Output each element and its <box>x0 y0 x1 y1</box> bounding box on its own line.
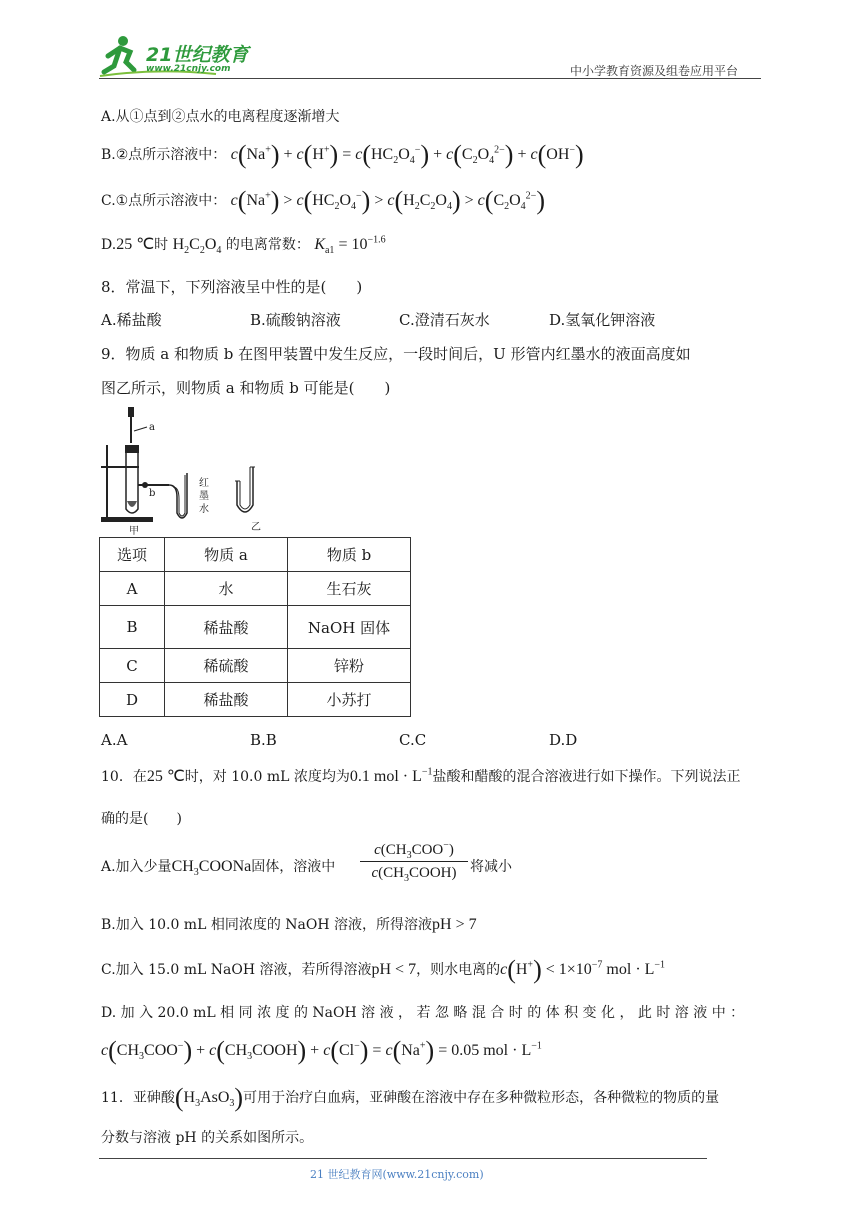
apparatus-diagram <box>99 405 279 533</box>
table-cell: 生石灰 <box>288 572 411 606</box>
table-cell: C <box>100 649 165 683</box>
q7-option-d: D.25 ℃时 $H_2C_2O_4$ 的电离常数： $K_{a1} = 10^{-1.6}$ <box>101 234 386 257</box>
q10-option-a: A.加入少量$CH_3COONa$固体，溶液中 <box>101 858 336 879</box>
fig-label-a: a <box>149 422 155 433</box>
fig-label-ink2: 墨 <box>199 491 209 502</box>
fig-label-jia: 甲 <box>129 526 139 537</box>
q8-option-a: A.稀盐酸 <box>101 311 162 329</box>
q9-option-b: B.B <box>250 731 277 749</box>
q10-option-a-fraction: $c(CH_3COO^-)$ $c(CH_3COOH)$ <box>360 842 468 882</box>
table-row <box>100 683 411 717</box>
table-cell: 锌粉 <box>288 649 411 683</box>
logo-title: 21世纪教育 <box>146 44 249 66</box>
table-cell: NaOH 固体 <box>288 606 411 649</box>
q11-stem-line1: 11．亚砷酸$(H_3AsO_3)$可用于治疗白血病，亚砷酸在溶液中存在多种微粒形态，各种微粒的物质的量 <box>101 1083 720 1112</box>
q7-option-b-equation: $c(Na^+) + c(H^+) = c(HC_2O_4^-) + c(C_2O_4^{2-}) + c(OH^-)$ <box>230 140 584 169</box>
q10-option-a-end: 将减小 <box>470 859 512 875</box>
q8-option-b: B.硫酸钠溶液 <box>250 311 341 329</box>
table-cell: B <box>100 606 165 649</box>
q10-option-d-line1: D. 加 入 20.0 mL 相 同 浓 度 的 NaOH 溶 液 ， 若 忽 略 混 合 时 的 体 积 变 化 ， 此 时 溶 液 中 ： <box>101 1005 745 1021</box>
q8-option-c: C.澄清石灰水 <box>399 311 490 329</box>
q10-stem-line1: 10．在25 ℃时，对 10.0 mL 浓度均为0.1 mol · $L^{-1}$盐酸和醋酸的混合溶液进行如下操作。下列说法正 <box>101 766 741 785</box>
table-cell: 稀盐酸 <box>165 606 288 649</box>
q7-option-b: B.②点所示溶液中： $c(Na^+) + c(H^+) = c(HC_2O_4^-) + c(C_2O_4^{2-}) + c(OH^-)$ <box>101 140 584 169</box>
q9-apparatus-figure <box>99 405 279 533</box>
q10-option-c: C.加入 15.0 mL NaOH 溶液，若所得溶液pH < 7，则水电离的$c(H^+) < 1\times 10^{-7}$ mol · $L^{-1}$ <box>101 955 666 984</box>
table-row <box>100 572 411 606</box>
q9-option-c: C.C <box>399 731 427 749</box>
table-cell: 小苏打 <box>288 683 411 717</box>
table-row <box>100 606 411 649</box>
q10-option-b: B.加入 10.0 mL 相同浓度的 NaOH 溶液，所得溶液pH > 7 <box>101 916 477 933</box>
table-cell: D <box>100 683 165 717</box>
platform-title: 中小学教育资源及组卷应用平台 <box>570 64 739 78</box>
table-cell: A <box>100 572 165 606</box>
fig-label-ink3: 水 <box>199 504 209 515</box>
table-cell: 水 <box>165 572 288 606</box>
q9-option-a: A.A <box>101 731 128 749</box>
table-header-cell: 选项 <box>100 538 165 572</box>
table-cell: 稀盐酸 <box>165 683 288 717</box>
table-header-cell: 物质 b <box>288 538 411 572</box>
table-header-row <box>100 538 411 572</box>
logo-url: www.21cnjy.com <box>146 64 231 74</box>
q9-options-table <box>99 537 411 717</box>
q9-stem-line1: 9．物质 a 和物质 b 在图甲装置中发生反应，一段时间后，U 形管内红墨水的液面高度如 <box>101 345 691 363</box>
q9-option-d: D.D <box>549 731 578 749</box>
q7-option-a: A.从①点到②点水的电离程度逐渐增大 <box>101 109 340 125</box>
fig-label-yi: 乙 <box>251 522 261 533</box>
header-rule <box>99 78 761 79</box>
footer-text: 21 世纪教育网(www.21cnjy.com) <box>310 1168 484 1181</box>
table-row <box>100 649 411 683</box>
footer-rule <box>99 1158 707 1159</box>
fig-label-ink1: 红 <box>199 478 209 489</box>
table-cell: 稀硫酸 <box>165 649 288 683</box>
table-header-cell: 物质 a <box>165 538 288 572</box>
q7-option-c: C.①点所示溶液中： $c(Na^+) > c(HC_2O_4^-) > c(H_2C_2O_4) > c(C_2O_4^{2-})$ <box>101 186 545 215</box>
q9-stem-line2: 图乙所示，则物质 a 和物质 b 可能是( ) <box>101 379 391 397</box>
q10-stem-line2: 确的是( ) <box>101 811 182 827</box>
q8-stem: 8．常温下，下列溶液呈中性的是( ) <box>101 278 363 296</box>
q8-option-d: D.氢氧化钾溶液 <box>549 311 656 329</box>
q7-option-c-equation: $c(Na^+) > c(HC_2O_4^-) > c(H_2C_2O_4) > c(C_2O_4^{2-})$ <box>230 186 545 215</box>
fig-label-b: b <box>149 488 156 499</box>
q11-stem-line2: 分数与溶液 pH 的关系如图所示。 <box>101 1130 314 1146</box>
q10-option-d-equation: $c(CH_3COO^-)$ + $c(CH_3COOH) + c(Cl^-) = c(Na^+) = 0.05$ mol · $L^{-1}$ <box>101 1036 542 1065</box>
